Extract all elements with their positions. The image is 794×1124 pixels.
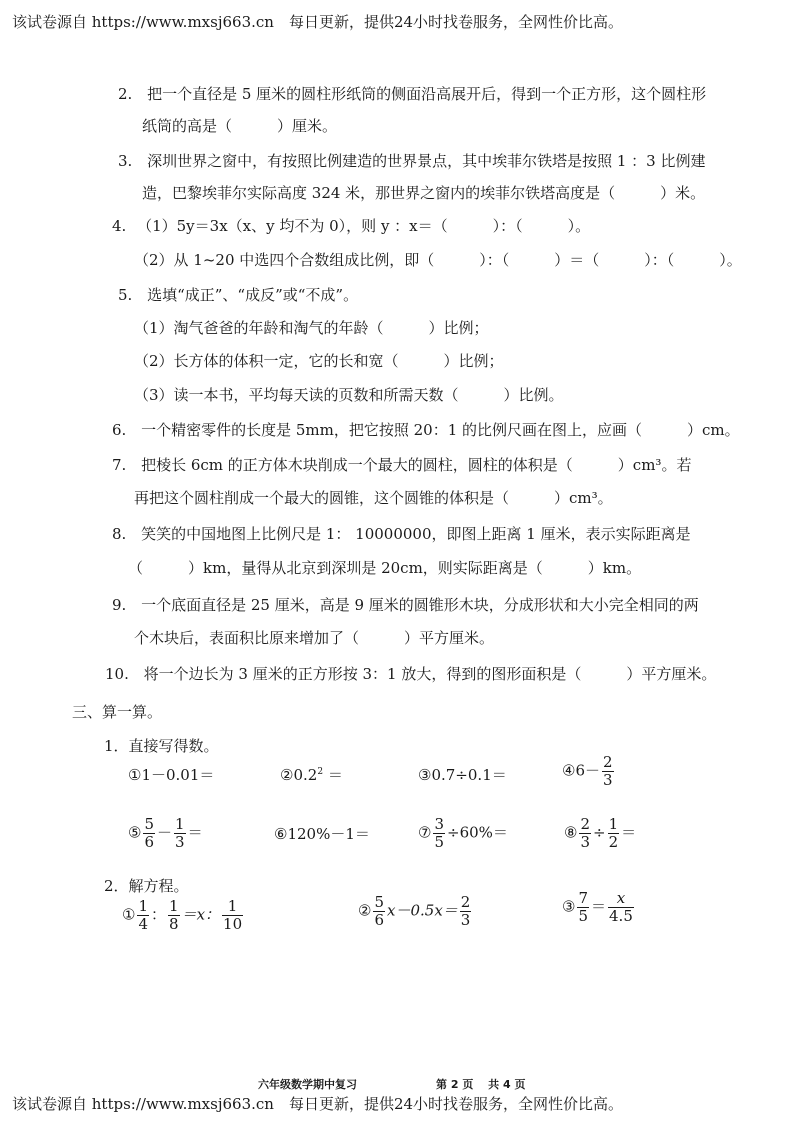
denominator: 4 — [138, 915, 148, 933]
fraction — [577, 890, 589, 925]
item-exponent: 2 — [317, 767, 324, 777]
question-8 — [112, 524, 691, 544]
fraction — [433, 816, 445, 851]
question-text: 深圳世界之窗中，有按照比例建造的世界景点，其中埃菲尔铁塔是按照 1 ：3 比例建 — [147, 152, 706, 170]
question-text: 笑笑的中国地图上比例尺是 1： 10000000，即图上距离 1 厘米，表示实际距离是 — [141, 525, 691, 543]
denominator: 3 — [580, 833, 590, 851]
denominator: 5 — [578, 907, 588, 925]
numerator: 5 — [144, 815, 154, 833]
item-mark: ③ — [562, 897, 576, 916]
item-mark: ⑦ — [418, 823, 432, 842]
fraction — [174, 816, 186, 851]
equation-middle: ＝ — [591, 897, 607, 916]
calc-item-8 — [564, 816, 636, 851]
denominator: 3 — [460, 911, 471, 929]
question-number: 5. — [118, 286, 133, 304]
operator: ÷ — [593, 823, 606, 842]
denominator: 6 — [374, 911, 384, 929]
calc-item-3 — [418, 765, 507, 785]
equation-middle: x－0.5x＝ — [387, 901, 458, 920]
denominator: 2 — [608, 833, 619, 851]
item-mark: ⑤ — [128, 823, 142, 842]
item-tail: ÷60%＝ — [447, 823, 508, 842]
fraction — [222, 898, 243, 933]
fraction — [137, 898, 149, 933]
item-expression: 120%－1＝ — [287, 825, 370, 843]
question-number: 2. — [118, 85, 133, 103]
question-5 — [118, 285, 358, 305]
calc-item-1 — [128, 765, 214, 785]
denominator: 8 — [169, 915, 179, 933]
page-number: 第 2 页 共 4 页 — [436, 1078, 526, 1091]
equation-2 — [358, 894, 473, 929]
question-4-part2: （2）从 1~20 中选四个合数组成比例，即（ ）：（ ）＝（ ）：（ ）。 — [134, 251, 742, 269]
equation-3 — [562, 890, 636, 925]
numerator: x — [616, 889, 626, 907]
question-text: 将一个边长为 3 厘米的正方形按 3：1 放大，得到的图形面积是（ ）平方厘米。 — [143, 665, 717, 683]
question-text: （1）5y＝3x（x、y 均不为 0），则 y ：x＝（ ）：（ ）。 — [137, 217, 591, 235]
question-number: 9. — [112, 596, 127, 614]
item-lead: 6－ — [575, 761, 600, 780]
bottom-watermark: 该试卷源自 https://www.mxsj663.cn 每日更新，提供24小时找卷服务，全网性价比高。 — [12, 1095, 624, 1113]
numerator: 5 — [374, 893, 384, 911]
calc-item-7 — [418, 816, 508, 851]
item-mark: ④ — [562, 761, 576, 780]
numerator: 3 — [434, 815, 444, 833]
numerator: 1 — [175, 815, 185, 833]
calc-item-2 — [280, 765, 343, 785]
denominator: 3 — [175, 833, 185, 851]
fraction — [602, 754, 614, 789]
item-tail: ＝ — [323, 766, 343, 784]
fraction — [373, 894, 385, 929]
question-3 — [118, 151, 706, 171]
question-number: 7. — [112, 456, 127, 474]
question-2-line2: 纸筒的高是（ ）厘米。 — [142, 117, 338, 135]
question-3-line2: 造，巴黎埃菲尔实际高度 324 米，那世界之窗内的埃菲尔铁塔高度是（ ）米。 — [142, 184, 706, 202]
item-mark: ③ — [418, 766, 432, 784]
question-text: 把一个直径是 5 厘米的圆柱形纸筒的侧面沿高展开后，得到一个正方形，这个圆柱形 — [147, 85, 707, 103]
denominator: 4.5 — [609, 907, 633, 925]
top-watermark: 该试卷源自 https://www.mxsj663.cn 每日更新，提供24小时找卷服务，全网性价比高。 — [12, 13, 624, 31]
numerator: 1 — [138, 897, 148, 915]
question-7-line2: 再把这个圆柱削成一个最大的圆锥，这个圆锥的体积是（ ）cm³。 — [134, 489, 613, 507]
denominator: 5 — [434, 833, 444, 851]
part2-title: 2．解方程。 — [104, 877, 189, 895]
operator: － — [157, 823, 173, 842]
question-2 — [118, 84, 706, 104]
numerator: 2 — [580, 815, 590, 833]
numerator: 1 — [169, 897, 179, 915]
question-7 — [112, 455, 691, 475]
equation-middle: ＝x： — [181, 905, 221, 924]
denominator: 3 — [603, 771, 613, 789]
part1-title: 1．直接写得数。 — [104, 737, 219, 755]
question-8-line2: （ ）km，量得从北京到深圳是 20cm，则实际距离是（ ）km。 — [128, 559, 642, 577]
numerator: 7 — [578, 889, 588, 907]
numerator: 1 — [608, 815, 619, 833]
item-mark: ② — [358, 901, 372, 920]
section-heading: 三、算一算。 — [72, 703, 163, 721]
question-number: 8. — [112, 525, 127, 543]
calc-item-4 — [562, 754, 616, 789]
fraction — [460, 894, 472, 929]
item-mark: ⑥ — [274, 825, 288, 843]
question-text: 一个精密零件的长度是 5mm，把它按照 20：1 的比例尺画在图上，应画（ ）cm。 — [141, 421, 740, 439]
item-mark: ① — [122, 905, 136, 924]
question-5-sub1: （1）淘气爸爸的年龄和淘气的年龄（ ）比例； — [134, 319, 489, 337]
footer-title: 六年级数学期中复习 — [258, 1078, 357, 1091]
item-mark: ⑧ — [564, 823, 578, 842]
question-number: 10. — [105, 665, 129, 683]
question-9-line2: 个木块后，表面积比原来增加了（ ）平方厘米。 — [134, 629, 495, 647]
question-text: 选填“成正”、“成反”或“不成”。 — [147, 286, 359, 304]
question-5-sub3: （3）读一本书，平均每天读的页数和所需天数（ ）比例。 — [134, 386, 564, 404]
fraction — [168, 898, 180, 933]
question-4 — [112, 216, 590, 236]
denominator: 6 — [144, 833, 154, 851]
question-text: 一个底面直径是 25 厘米，高是 9 厘米的圆锥形木块，分成形状和大小完全相同的两 — [141, 596, 699, 614]
numerator: 1 — [227, 897, 238, 915]
item-expression: 1－0.01＝ — [141, 766, 215, 784]
numerator: 2 — [460, 893, 471, 911]
question-number: 3. — [118, 152, 133, 170]
fraction — [579, 816, 591, 851]
separator: ： — [151, 905, 167, 924]
question-5-sub2: （2）长方体的体积一定，它的长和宽（ ）比例； — [134, 352, 504, 370]
denominator: 10 — [223, 915, 243, 933]
item-base: 0.2 — [293, 766, 318, 784]
calc-item-6 — [274, 824, 370, 844]
question-number: 6. — [112, 421, 127, 439]
question-10 — [105, 664, 716, 684]
item-mark: ② — [280, 766, 294, 784]
question-9 — [112, 595, 699, 615]
equation-1 — [122, 898, 245, 933]
question-text: 把棱长 6cm 的正方体木块削成一个最大的圆柱，圆柱的体积是（ ）cm³。若 — [141, 456, 692, 474]
item-tail: ＝ — [187, 823, 203, 842]
numerator: 2 — [603, 753, 613, 771]
question-6 — [112, 420, 740, 440]
item-expression: 0.7÷0.1＝ — [431, 766, 507, 784]
question-number: 4. — [112, 217, 127, 235]
item-tail: ＝ — [621, 823, 637, 842]
fraction — [608, 890, 634, 925]
calc-item-5 — [128, 816, 203, 851]
fraction — [143, 816, 155, 851]
fraction — [608, 816, 620, 851]
item-mark: ① — [128, 766, 142, 784]
